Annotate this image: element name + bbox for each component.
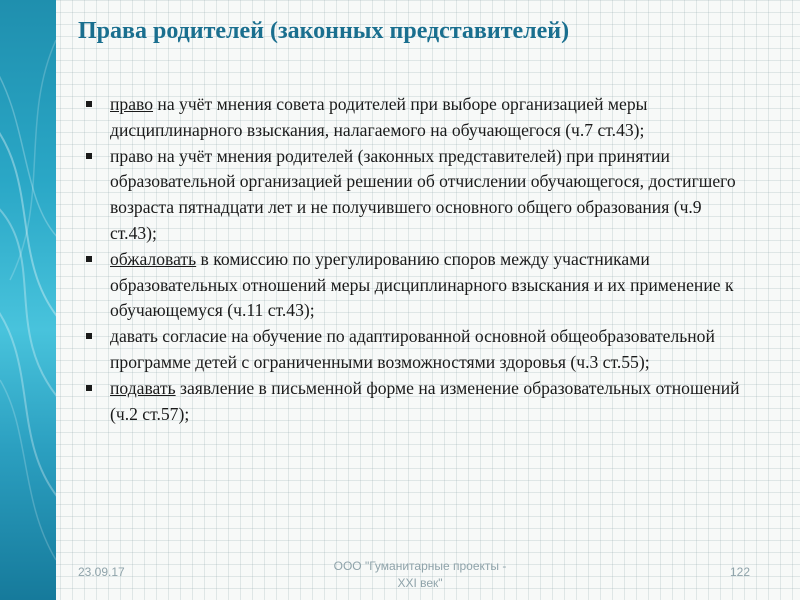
item-text: давать согласие на обучение по адаптированной основной общеобразовательной программе детей с ограниченными возможностями здоровья (ч.3 ст.55); — [110, 326, 715, 372]
list-item — [84, 376, 744, 428]
item-lead: обжаловать — [110, 248, 197, 269]
list-item — [84, 324, 744, 376]
footer-date: 23.09.17 — [78, 565, 125, 579]
list-item — [84, 144, 744, 247]
list-item — [84, 92, 744, 144]
item-text: в комиссию по урегулированию споров между участниками образовательных отношений меры дисциплинарного взыскания и их применение к обучающемуся (ч.11 ст.43); — [110, 248, 734, 321]
footer-page-number: 122 — [730, 565, 751, 579]
item-text: на учёт мнения совета родителей при выборе организацией меры дисциплинарного взыскания, налагаемого на обучающегося (ч.7 ст.43); — [110, 94, 648, 140]
decorative-side-band — [0, 0, 56, 600]
footer-org-line-2: XXI век" — [397, 576, 443, 590]
footer-organization — [300, 558, 540, 592]
footer-org-line-1: ООО "Гуманитарные проекты - — [333, 559, 507, 573]
item-lead: подавать — [110, 377, 176, 398]
wave-pattern-icon — [0, 0, 56, 600]
slide-title: Права родителей (законных представителей) — [78, 18, 570, 44]
list-item — [84, 247, 744, 324]
item-text: заявление в письменной форме на изменение образовательных отношений (ч.2 ст.57); — [110, 377, 740, 424]
rights-list — [84, 92, 744, 427]
item-text: право на учёт мнения родителей (законных представителей) при принятии образовательной организацией решении об отчислении обучающегося, достигшего возраста пятнадцати лет и не получившего основного общего образования (ч.9 ст.43); — [110, 145, 736, 243]
item-lead: право — [110, 94, 154, 114]
